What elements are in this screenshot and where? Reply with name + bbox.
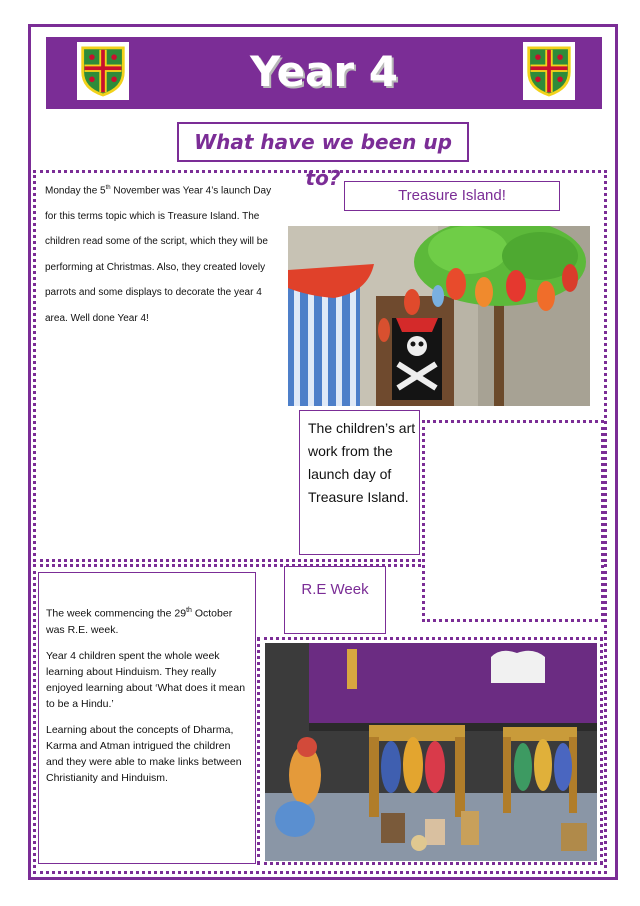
treasure-island-display-photo [288,226,590,406]
shoe-box-appeal-box [422,420,604,622]
launch-text-superscript: th [105,185,111,191]
page-subtitle: What have we been up to? [194,130,452,190]
launch-text-part1: Monday the 5 [45,185,106,197]
launch-text-part2: November was Year 4’s launch Day for this terms topic which is Treasure Island. The children read some of the script, which they will be performing at Christmas. Also, they created lovely parrots and some displays to decorate the year 4 area. Well done Year 4! [45,185,272,324]
launch-day-text [45,176,281,331]
subtitle-box [177,122,469,190]
school-crest-right [523,42,575,100]
re-text-superscript: th [186,607,192,614]
re-week-text-box [38,572,256,864]
re-week-heading: R.E Week [284,566,386,634]
re-text-part2: October was R.E. week. [46,607,233,636]
re-text-part1: The week commencing the 29 [46,607,187,620]
header-banner [46,37,602,109]
hindu-shrine-display-photo [265,643,597,861]
re-week-paragraph-2: Year 4 children spent the whole week learning about Hinduism. They really enjoyed learning about ‘What does it mean to be a Hindu.’ [46,649,246,710]
re-week-paragraph-3: Learning about the concepts of Dharma, Karma and Atman intrigued the children and they were able to make links between Christianity and Hinduism. [46,723,242,784]
artwork-caption: The children’s art work from the launch day of Treasure Island. [299,410,420,555]
school-crest-left [77,42,129,100]
re-week-paragraph-1 [46,603,249,638]
treasure-island-heading: Treasure Island! [344,181,560,211]
page-title: Year 4 [250,47,398,96]
